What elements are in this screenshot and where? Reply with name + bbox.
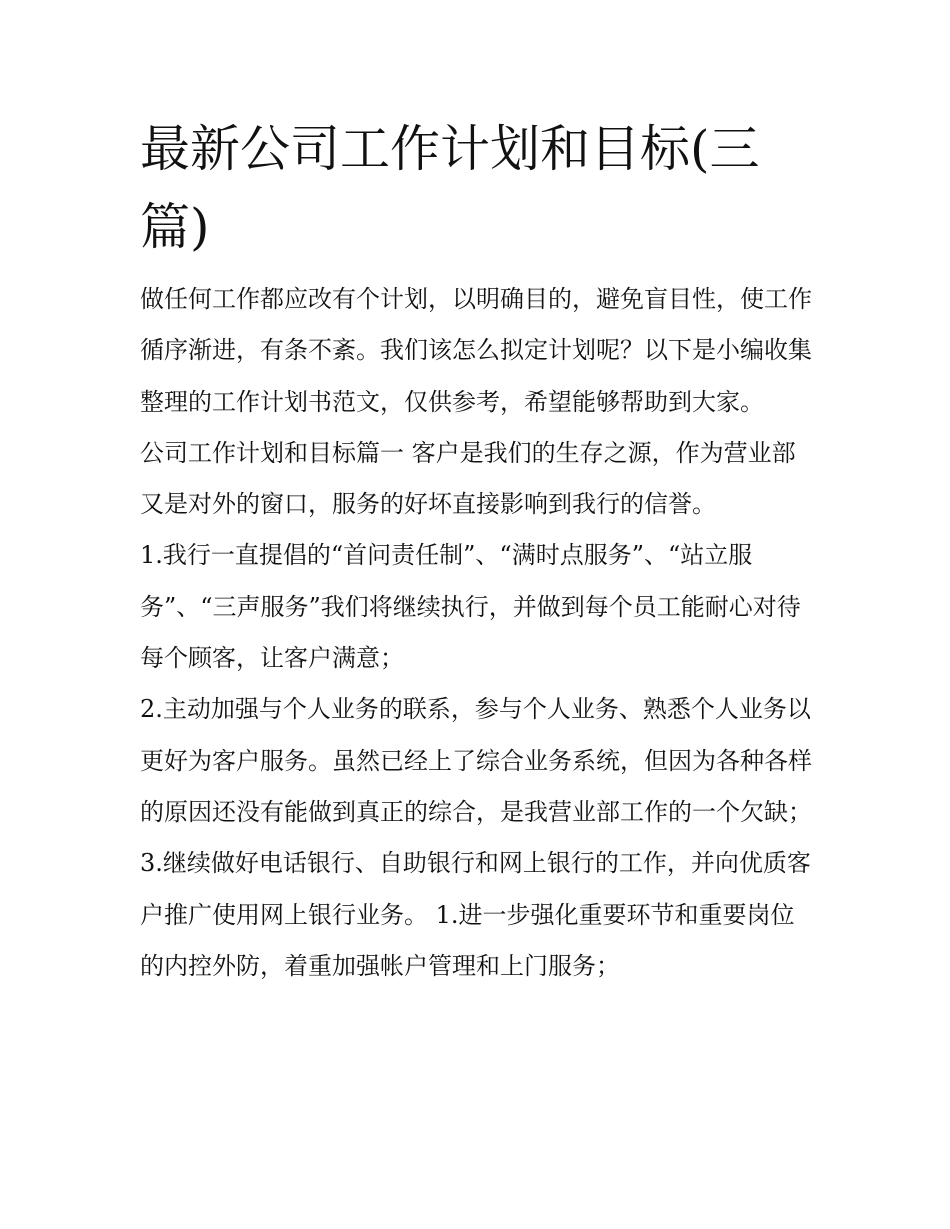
item-2-paragraph: 2.主动加强与个人业务的联系，参与个人业务、熟悉个人业务以更好为客户服务。虽然已经上了综合业务系统，但因为各种各样的原因还没有能做到真正的综合，是我营业部工作的一个欠缺； <box>140 695 812 826</box>
document-body <box>140 274 812 992</box>
document-title: 最新公司工作计划和目标(三篇) <box>140 120 760 256</box>
intro-paragraph: 做任何工作都应改有个计划，以明确目的，避免盲目性，使工作循序渐进，有条不紊。我们该怎么拟定计划呢？以下是小编收集整理的工作计划书范文，仅供参考，希望能够帮助到大家。 <box>140 285 812 416</box>
section-one-paragraph: 公司工作计划和目标篇一 客户是我们的生存之源，作为营业部又是对外的窗口，服务的好坏直接影响到我行的信誉。 <box>140 438 796 519</box>
item-1-paragraph: 1.我行一直提倡的“首问责任制”、“满时点服务”、“站立服务”、“三声服务”我们将继续执行，并做到每个员工能耐心对待每个顾客，让客户满意； <box>140 541 801 673</box>
item-3-paragraph: 3.继续做好电话银行、自助银行和网上银行的工作，并向优质客户推广使用网上银行业务。 1.进一步强化重要环节和重要岗位的内控外防，着重加强帐户管理和上门服务； <box>140 849 811 980</box>
